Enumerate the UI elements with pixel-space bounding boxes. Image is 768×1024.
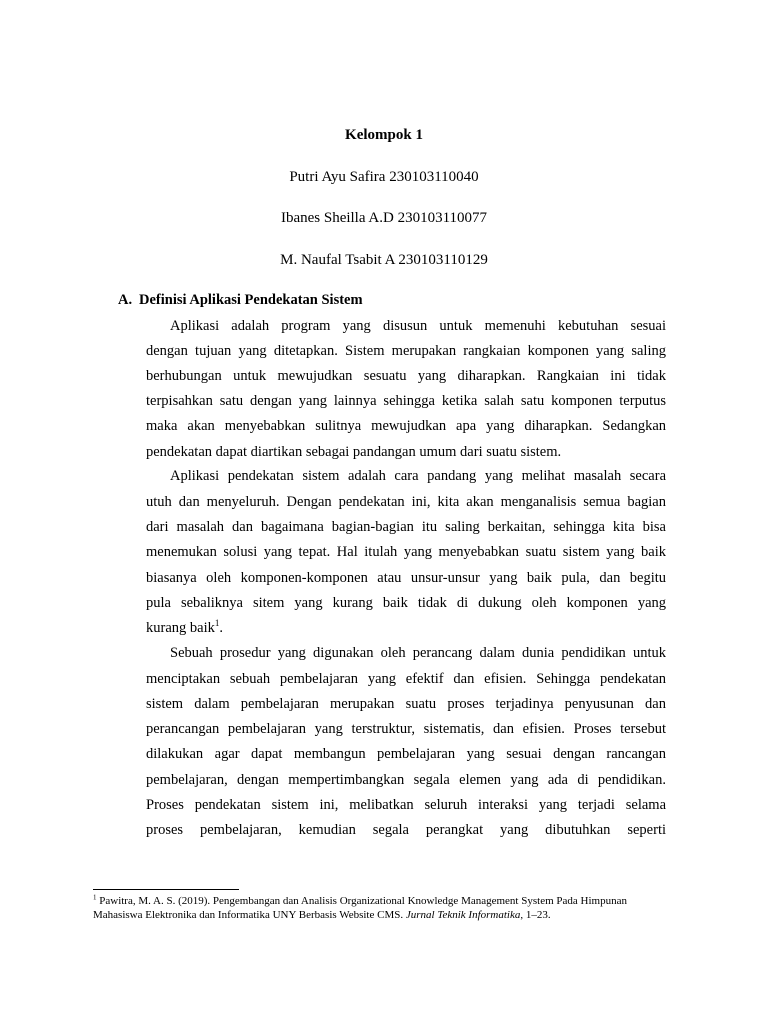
footnote-line-1 xyxy=(93,895,693,909)
footnote xyxy=(93,895,693,922)
paragraph-3-line: proses pembelajaran, kemudian segala perangkat yang dibutuhkan seperti xyxy=(146,822,666,838)
footnote-marker: 1 xyxy=(93,893,97,902)
paragraph-1-line: pendekatan dapat diartikan sebagai pandangan umum dari suatu sistem. xyxy=(146,444,562,460)
member-name-3: M. Naufal Tsabit A 230103110129 xyxy=(280,252,488,268)
paragraph-1-line: terpisahkan satu dengan yang lainnya sehingga ketika salah satu komponen terputus xyxy=(146,393,666,409)
section-letter: A. xyxy=(118,292,133,308)
paragraph-2-line: Aplikasi pendekatan sistem adalah cara pandang yang melihat masalah secara xyxy=(170,468,666,484)
paragraph-2-line: utuh dan menyeluruh. Dengan pendekatan ini, kita akan menganalisis semua bagian xyxy=(146,494,666,510)
paragraph-2-line: biasanya oleh komponen-komponen atau unsur-unsur yang baik pula, dan begitu xyxy=(146,570,666,586)
footnote-line-2 xyxy=(93,909,693,923)
paragraph-2-last-line xyxy=(146,619,666,637)
paragraph-3-line: Sebuah prosedur yang digunakan oleh perancang dalam dunia pendidikan untuk xyxy=(170,645,666,661)
paragraph-3-line: menciptakan sebuah pembelajaran yang efektif dan efisien. Sehingga pendekatan xyxy=(146,671,666,687)
member-name-1: Putri Ayu Safira 230103110040 xyxy=(289,169,479,185)
group-title: Kelompok 1 xyxy=(345,127,423,143)
paragraph-2-line: menemukan solusi yang tepat. Hal itulah yang menyebabkan suatu sistem yang baik xyxy=(146,544,666,560)
paragraph-3-line: sistem dalam pembelajaran merupakan suatu proses terjadinya penyusunan dan xyxy=(146,696,666,712)
paragraph-3-line: pembelajaran, dengan mempertimbangkan segala elemen yang ada di pendidikan. xyxy=(146,772,666,788)
paragraph-1-line: Aplikasi adalah program yang disusun untuk memenuhi kebutuhan sesuai xyxy=(170,318,666,334)
paragraph-1-line: maka akan menyebabkan sulitnya mewujudkan apa yang diharapkan. Sedangkan xyxy=(146,418,666,434)
paragraph-3-line: dilakukan agar dapat membangun pembelajaran yang sesuai dengan rancangan xyxy=(146,746,666,762)
footnote-text-1: Pawitra, M. A. S. (2019). Pengembangan dan Analisis Organizational Knowledge Management System Pada Himpunan xyxy=(99,895,627,907)
footnote-journal: Jurnal Teknik Informatika xyxy=(405,908,521,921)
paragraph-2-line: pula sebaliknya sitem yang kurang baik tidak di dukung oleh komponen yang xyxy=(146,595,666,611)
paragraph-3-line: Proses pendekatan sistem ini, melibatkan seluruh interaksi yang terjadi selama xyxy=(146,797,666,813)
paragraph-2-line: kurang baik xyxy=(146,620,215,636)
section-heading-text: Definisi Aplikasi Pendekatan Sistem xyxy=(139,292,363,308)
footnote-pages: , 1–23. xyxy=(520,908,551,921)
paragraph-3-line: perancangan pembelajaran yang terstruktur, sistematis, dan efisien. Proses tersebut xyxy=(146,721,666,737)
paragraph-1-line: dengan tujuan yang ditetapkan. Sistem merupakan rangkaian komponen yang saling xyxy=(146,343,666,359)
member-name-2: Ibanes Sheilla A.D 230103110077 xyxy=(280,210,488,226)
footnote-separator xyxy=(93,889,239,890)
footnote-text-2: Mahasiswa Elektronika dan Informatika UNY Berbasis Website CMS. xyxy=(93,908,406,921)
sentence-period: . xyxy=(219,620,223,636)
paragraph-1-line: berhubungan untuk mewujudkan sesuatu yang diharapkan. Rangkaian ini tidak xyxy=(146,368,666,384)
section-heading xyxy=(118,291,363,309)
paragraph-2-line: dari masalah dan bagaimana bagian-bagian itu saling berkaitan, sehingga kita bisa xyxy=(146,519,666,535)
footnote-reference[interactable]: 1 xyxy=(214,618,220,629)
